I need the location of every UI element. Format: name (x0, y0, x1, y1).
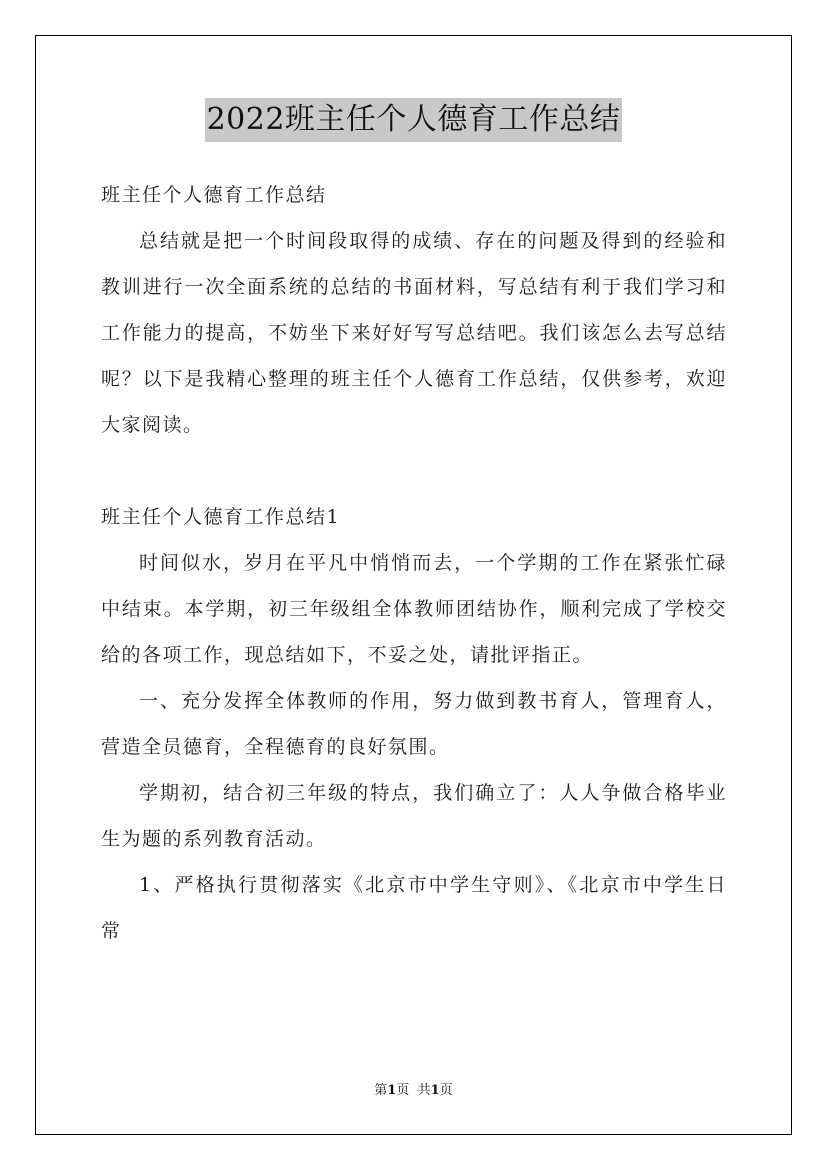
document-title: 2022班主任个人德育工作总结 (205, 98, 623, 142)
body-paragraph: 1、严格执行贯彻落实《北京市中学生守则》、《北京市中学生日常 (101, 874, 727, 942)
body-paragraph: 时间似水，岁月在平凡中悄悄而去，一个学期的工作在紧张忙碌中结束。本学期，初三年级组全体教师团结协作，顺利完成了学校交给的各项工作，现总结如下，不妥之处，请批评指正。 (101, 552, 727, 666)
page-footer (0, 1082, 827, 1100)
total-prefix: 共 (417, 1083, 431, 1098)
page-number: 1 (387, 1083, 397, 1098)
title-container (0, 98, 827, 142)
total-unit: 页 (439, 1083, 453, 1098)
body-paragraph: 学期初，结合初三年级的特点，我们确立了：人人争做合格毕业生为题的系列教育活动。 (101, 782, 727, 850)
section-heading: 班主任个人德育工作总结 (101, 184, 327, 206)
intro-paragraph: 总结就是把一个时间段取得的成绩、存在的问题及得到的经验和教训进行一次全面系统的总结的书面材料，写总结有利于我们学习和工作能力的提高，不妨坐下来好好写写总结吧。我们该怎么去写总结呢？以下是我精心整理的班主任个人德育工作总结，仅供参考，欢迎大家阅读。 (101, 230, 727, 436)
body-paragraph: 一、充分发挥全体教师的作用，努力做到教书育人，管理育人，营造全员德育，全程德育的良好氛围。 (101, 690, 727, 758)
page-unit: 页 (396, 1083, 410, 1098)
document-body (101, 172, 727, 954)
section-heading-1: 班主任个人德育工作总结1 (101, 506, 341, 528)
page-prefix: 第 (374, 1083, 388, 1098)
blank-line (101, 448, 727, 494)
total-pages: 1 (430, 1083, 440, 1098)
